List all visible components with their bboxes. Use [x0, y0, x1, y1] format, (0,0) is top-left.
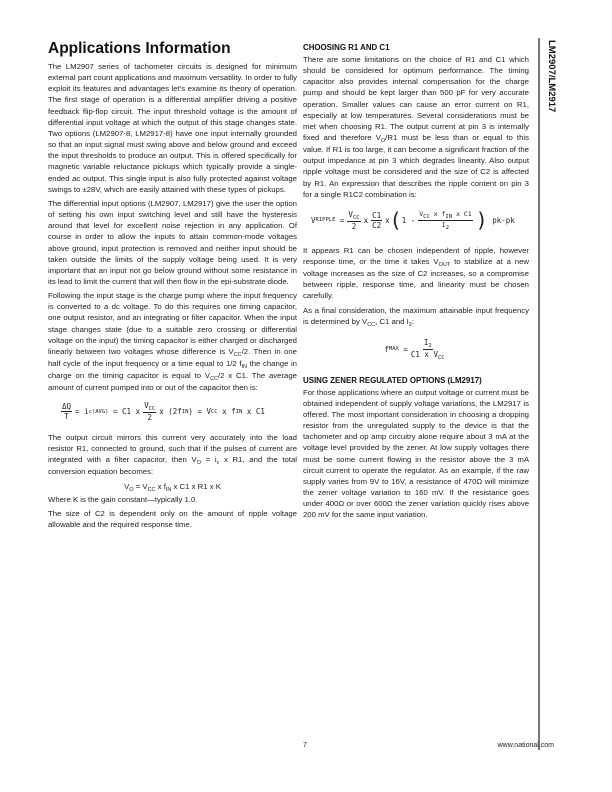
- eq-sub: IN: [181, 408, 189, 415]
- subscript: IN: [241, 363, 247, 370]
- subscript: CC: [210, 375, 219, 382]
- eq-text: x f: [222, 406, 236, 416]
- text-run: /R1 must be less than or equal to this value. If R1 is too large, it can become a significant fraction of the output impedance at pin 3 which degrades linearity. Also output ripple voltage must be considered and the size of C2 is affected by R1. An expression that describes the ripple content on pin 3 for a single R1C2 combination is:: [303, 133, 529, 199]
- text-run: As a final consideration, the maximum attainable input frequency is determined by V: [303, 305, 529, 326]
- equation-ripple: [311, 207, 529, 232]
- text-run: /2 x C1. The average amount of current pumped into or out of the capacitor then is:: [48, 370, 297, 392]
- fraction: [347, 210, 360, 231]
- denominator: 2: [351, 221, 357, 231]
- paragraph: [48, 198, 297, 287]
- numerator: [418, 210, 472, 221]
- text-run: :: [411, 316, 414, 326]
- equation-fmax: [303, 338, 529, 361]
- eq-text: x f: [429, 209, 446, 218]
- eq-sub: CC: [148, 406, 156, 413]
- eq-sub: IN: [235, 408, 243, 415]
- right-column: [303, 40, 529, 524]
- text-run: = i: [200, 455, 217, 465]
- vertical-divider: [538, 38, 540, 750]
- eq-text: C1 x V: [410, 349, 438, 359]
- fraction: [371, 211, 382, 230]
- eq-text: 1 -: [401, 215, 416, 225]
- text-run: It appears R1 can be chosen independent of ripple, however response time, or the time it takes V: [303, 245, 529, 267]
- eq-text: V: [311, 215, 316, 225]
- subscript: IN: [165, 486, 172, 493]
- eq-text: V: [144, 401, 149, 411]
- subscript: CC: [367, 321, 376, 328]
- eq-text: = i: [75, 406, 89, 416]
- subscript: O: [380, 138, 386, 145]
- side-part-label: LM2907/LM2917: [546, 40, 557, 113]
- text-run: Following the input stage is the charge pump where the input frequency is converted to a dc voltage. To do this requires one timing capacitor, one output resistor, and an integrating or filter capacitor. When the input stage changes state (due to a suitable zero crossing or differential voltage on the input) the timing capacitor is either charged or discharged linearly between two voltages whose difference is V: [48, 291, 297, 356]
- eq-text: x: [363, 215, 369, 225]
- fraction: [418, 210, 472, 231]
- footer-url[interactable]: www.national.com: [497, 742, 554, 749]
- paragraph: [48, 508, 297, 530]
- equation-average-current: [58, 401, 297, 422]
- denominator: C2: [372, 220, 382, 230]
- eq-sub: c(AVG): [88, 408, 109, 415]
- paragraph: [303, 305, 529, 328]
- text-run: Where K is the gain constant—typically 1.0.: [48, 494, 198, 504]
- eq-text: x C1: [246, 406, 265, 416]
- paragraph: [303, 387, 529, 521]
- eq-text: x C1: [452, 209, 472, 218]
- text-run: The output circuit mirrors this current very accurately into the load resistor R1, connected to ground, such that if the pulses of current are integrated with a filter capacitor, then V: [48, 433, 297, 465]
- eq-sub: CC: [210, 408, 218, 415]
- denominator: 2: [147, 413, 152, 423]
- conversion-equation: [48, 481, 297, 493]
- eq-text: =: [403, 344, 408, 354]
- text-run: The differential input options (LM2907, LM2917) give the user the option of setting his own input switching level and still have the hysteresis around that level for excellent noise rejection in any application. Of course in order to allow the inputs to attain common-mode voltages above ground, input protection is removed and neither input should be taken outside the limits of the supply voltage being used. It is very important that an input not go below ground without some resistance in its lead to limit the current that will then flow in the epi-substrate diode.: [48, 198, 297, 286]
- open-paren: (: [389, 207, 402, 232]
- text-run: to stabilize at a new voltage increases as the size of C2 increases, so a compromise between ripple, response time, and linearity must be chosen carefully.: [303, 257, 529, 301]
- eq-text: ) = V: [188, 406, 211, 416]
- paragraph: [303, 54, 529, 200]
- eq-text: x (2f: [159, 406, 182, 416]
- text-run: the change in charge on the timing capacitor is equal to V: [48, 358, 297, 380]
- numerator: [423, 338, 433, 350]
- eq-sub: CC: [437, 354, 445, 361]
- subscript: c: [216, 460, 220, 467]
- text-run: For those applications where an output voltage or current must be obtained independent of supply voltage variations, the LM2917 is offered. The most important consideration in choosing a dropping resistor from the unregulated supply to the device is that the tachometer and op amp circuitry alone require about 3 mA at the voltage level provided by the zener. At low supply voltages there must be some current flowing in the resistor above the 3 mA circuit current to operate the regulator. As an example, if the raw supply varies from 9V to 16V, a resistance of 470Ω will minimize the zener voltage variation to 160 mV. If the resistance goes under 400Ω or over 600Ω the zener variation quickly rises above 200 mV for the same input variation.: [303, 387, 529, 520]
- eq-text: V: [348, 209, 353, 219]
- text-run: x R1, and the total conversion equation becomes:: [48, 455, 297, 477]
- eq-sub: CC: [423, 213, 430, 220]
- section-title: Applications Information: [48, 40, 231, 57]
- close-paren: ): [475, 207, 488, 232]
- section-heading: CHOOSING R1 AND C1: [303, 43, 390, 52]
- paragraph: [303, 245, 529, 302]
- left-column: [48, 40, 297, 533]
- eq-sub: 2: [428, 342, 432, 349]
- page-number: 7: [303, 742, 307, 749]
- paragraph: [48, 494, 297, 505]
- eq-sub: 2: [445, 224, 450, 231]
- eq-text: V: [419, 209, 424, 218]
- numerator: ΔQ: [62, 402, 72, 412]
- subscript: OUT: [438, 262, 451, 269]
- denominator: T: [64, 412, 69, 422]
- eq-text: x: [385, 215, 390, 225]
- eq-text: = C1 x: [112, 406, 141, 416]
- section-heading: USING ZENER REGULATED OPTIONS (LM2917): [303, 375, 482, 385]
- text-run: The size of C2 is dependent only on the amount of ripple voltage allowable and the required response time.: [48, 508, 297, 529]
- text-run: V: [124, 481, 130, 491]
- subscript: 2: [408, 321, 412, 328]
- eq-sub: IN: [445, 213, 453, 220]
- subscript: O: [129, 486, 134, 493]
- text-run: /2. Then in one half cycle of the input frequency or a time equal to 1/2 f: [48, 346, 297, 368]
- eq-sub: RIPPLE: [315, 217, 336, 224]
- paragraph: [48, 290, 297, 393]
- text-run: There are some limitations on the choice of R1 and C1 which should be considered for optimum performance. The timing capacitor also provides internal compensation for the charge pump and should be kept larger than 500 pF for very accurate operation. Smaller values can cause an error current on R1, especially at low temperatures. Several considerations must be met when choosing R1. The output current at pin 3 is internally fixed and therefore V: [303, 55, 529, 143]
- eq-text: f: [384, 344, 389, 354]
- subscript: O: [196, 460, 201, 467]
- text-run: x f: [155, 481, 166, 491]
- eq-sub: MAX: [388, 346, 399, 353]
- eq-text: pk-pk: [492, 215, 515, 225]
- paragraph: [48, 61, 297, 195]
- fraction: [143, 401, 156, 422]
- denominator: [442, 221, 449, 231]
- eq-text: =: [339, 215, 345, 225]
- text-run: x C1 x R1 x K: [171, 481, 221, 491]
- text-run: , C1 and I: [375, 316, 409, 326]
- fraction: [411, 338, 445, 361]
- text-run: The LM2907 series of tachometer circuits is designed for minimum external part count applications and maximum versatility. In order to fully exploit its features and advantages let's examine its theory of operation. The first stage of operation is a differential amplifier driving a positive feedback flip-flop circuit. The input threshold voltage is the amount of differential input voltage at which the output of this stage changes state. Two options (LM2907-8, LM2917-8) have one input internally grounded so that an input signal must swing above and below ground and exceed the input thresholds to produce an output. This is offered specifically for magnetic variable reluctance pickups which typically provide a single-ended ac output. This single input is also fully protected against voltage swings to ±28V, which are easily attained with these types of pickups.: [48, 62, 297, 194]
- subscript: CC: [147, 486, 156, 493]
- text-run: = V: [133, 481, 148, 491]
- eq-text: I: [423, 337, 429, 347]
- eq-text: I: [441, 220, 446, 229]
- numerator: C1: [372, 210, 382, 220]
- eq-sub: CC: [352, 214, 360, 221]
- denominator: [411, 350, 445, 361]
- numerator: [143, 401, 156, 413]
- paragraph: [48, 432, 297, 477]
- numerator: [347, 210, 360, 222]
- fraction: [61, 402, 72, 421]
- subscript: CC: [233, 351, 242, 358]
